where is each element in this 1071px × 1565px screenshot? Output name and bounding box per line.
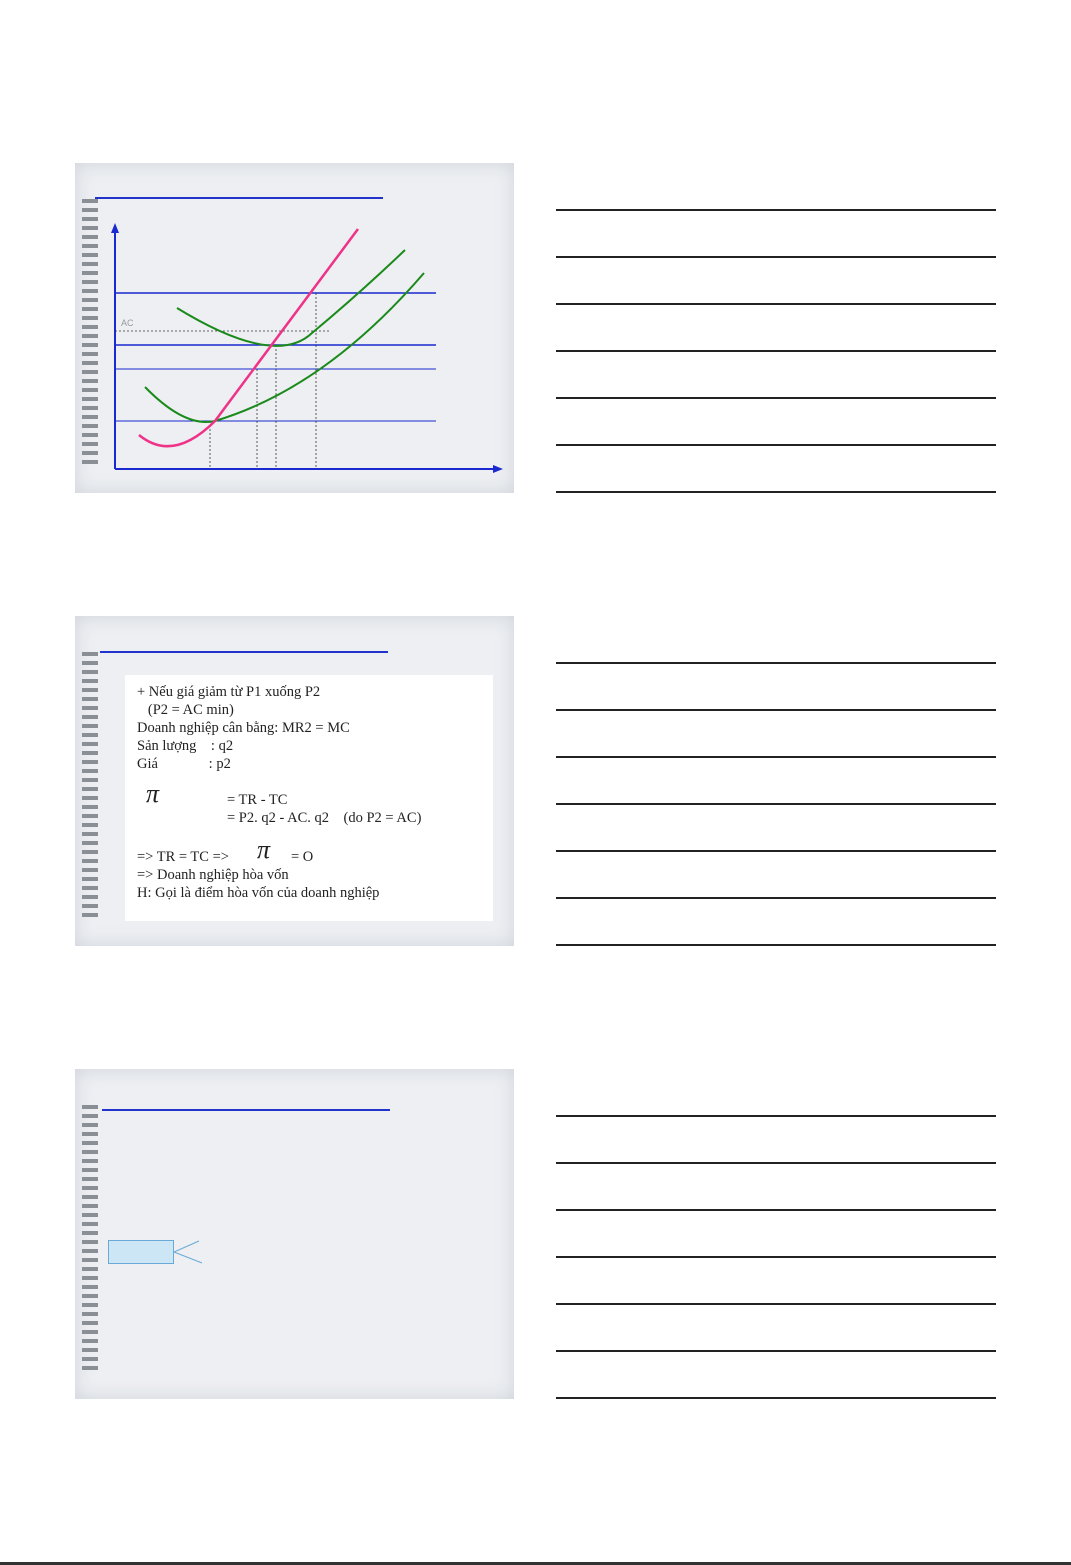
note-line [556,1256,996,1258]
note-line [556,444,996,446]
avc-curve [145,273,424,422]
cost-curves-chart [75,163,514,493]
note-line [556,756,996,758]
note-line [556,850,996,852]
notes-lines-2 [556,662,996,952]
text-line: H: Gọi là điểm hòa vốn của doanh nghiệp [137,885,380,901]
text-line: => Doanh nghiệp hòa vốn [137,867,289,883]
spiral-binding-icon [81,652,101,922]
x-axis-arrow-icon [493,465,503,473]
note-line [556,662,996,664]
note-line [556,350,996,352]
slide-title-underline [100,651,388,653]
pi-symbol: π [146,779,160,808]
note-line [556,1303,996,1305]
text-line: => TR = TC => [137,849,229,865]
pi-symbol: π [257,835,271,864]
notes-lines-1 [556,209,996,499]
slide-2 [75,616,514,946]
note-line [556,709,996,711]
text-line: + Nếu giá giảm từ P1 xuống P2 [137,684,321,700]
slide-1 [75,163,514,493]
text-line: Giá : p2 [137,756,231,772]
text-line: (P2 = AC min) [137,702,234,718]
note-line [556,397,996,399]
ac-label: AC [121,318,134,328]
text-line: = TR - TC [227,792,288,808]
notes-lines-3 [556,1115,996,1405]
callout-arrows [75,1069,514,1399]
slide-text-box [125,675,493,921]
ac-curve [177,250,405,346]
note-line [556,1162,996,1164]
mc-curve [139,229,358,446]
text-line: = P2. q2 - AC. q2 (do P2 = AC) [227,810,422,826]
note-line [556,256,996,258]
note-line [556,303,996,305]
note-line [556,1350,996,1352]
note-line [556,1115,996,1117]
note-line [556,1397,996,1399]
text-line: Doanh nghiệp cân bằng: MR2 = MC [137,720,350,736]
text-line: Sản lượng : q2 [137,738,234,754]
y-axis-arrow-icon [111,223,119,233]
note-line [556,944,996,946]
note-line [556,1209,996,1211]
slide-3 [75,1069,514,1399]
note-line [556,803,996,805]
note-line [556,491,996,493]
note-line [556,897,996,899]
note-line [556,209,996,211]
text-line: = O [291,849,314,865]
